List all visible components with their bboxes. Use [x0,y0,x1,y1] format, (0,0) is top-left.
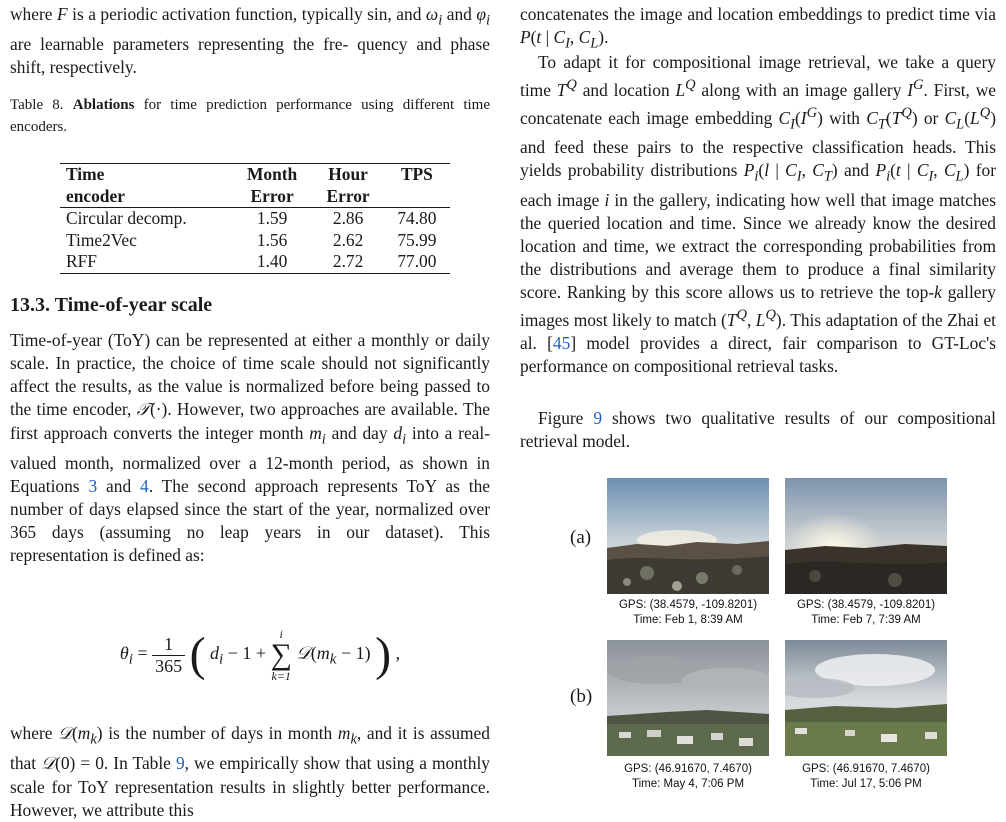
capture-time: Time: Feb 1, 8:39 AM [633,614,743,626]
table-ref-9[interactable]: 9 [175,752,185,773]
cell-tps: 75.99 [397,229,437,250]
figure-ref-paragraph: Figure 9 shows two qualitative results of our compositional retrieval model. [520,408,996,452]
cell-hour-error: 2.86 [332,208,364,228]
header-hour: Hour [328,164,368,184]
ablation-table [60,163,450,274]
photo-a1 [607,478,769,594]
retrieval-intro: concatenates the image and location embeddings to predict time via P(t | $C_I$, $C_L$). [520,4,996,52]
village-evening-image [607,640,769,756]
photo-b1 [607,640,769,756]
cell-hour-error: 2.62 [332,229,364,250]
toy-paragraph-2: where $𝒟(m_k)$ is the number of days in month $m_k$, and it is assumed that 𝒟(0) = 0. In Table 9, we empirically show that using a monthly scale for ToY representation results in slightly better performance. However, we attribute this [10,723,490,820]
photo-a1-caption [598,598,778,628]
citation-45[interactable]: 45 [552,333,571,354]
toy-equation: $\theta_i$ = $\frac{1}{365}$ ( $d_i - 1$ + i ∑ k=1 $𝒟(m_k - 1)$ ) , [119,627,401,683]
header-tps: TPS [400,164,433,184]
header-month-error: Error [232,186,313,208]
cell-month-error: 1.40 [256,251,288,271]
capture-time: Time: Feb 7, 7:39 AM [811,614,921,626]
desert-sunrise-image [607,478,769,594]
photo-b2 [785,640,947,756]
table-caption-bold: Ablations [72,97,135,113]
table-header-row-2 [60,186,450,208]
gps-coordinates: GPS: (38.4579, -109.8201) [796,599,936,611]
capture-time: Time: May 4, 7:06 PM [631,778,745,790]
table-header-row-1 [60,164,450,186]
table-row [60,230,450,252]
cell-month-error: 1.59 [256,208,288,228]
table-caption-prefix: Table 8. [10,97,64,113]
gps-coordinates: GPS: (46.91670, 7.4670) [624,763,752,775]
table-caption-text: for time prediction performance using different time encoders. [10,97,491,135]
photo-a2 [785,478,947,594]
row-label-a: (a) [570,527,592,548]
figure-ref-9[interactable]: 9 [593,408,603,428]
row-label-b: (b) [570,686,593,707]
cell-encoder: Circular decomp. [66,208,187,228]
equation-ref-3[interactable]: 3 [88,476,98,497]
cell-encoder: RFF [66,251,97,271]
toy-paragraph: Time-of-year (ToY) can be represented at either a monthly or daily scale. In practice, the choice of time scale should not significantly affect the results, as the value is normalized before being passed to the time encoder, 𝒯(·). However, two approaches are available. The first approach converts the integer month $m_i$ and day $d_i$ into a real-valued month, normalized over a 12-month period, as shown in Equations 3 and 4. The second approach represents ToY as the number of days elapsed since the start of the year, normalized over 365 days (assuming no leap years in our dataset). This representation is defined as: [10,330,491,566]
cell-tps: 77.00 [397,251,437,271]
table-caption [10,95,490,138]
desert-dawn-image [785,478,947,594]
photo-b2-caption [776,762,956,792]
header-month: Month [246,164,298,184]
table-row [60,251,450,273]
cell-month-error: 1.56 [256,229,288,250]
retrieval-paragraph: To adapt it for compositional image retrieval, we take a query time $T^Q$ and location $L^Q$ along with an image gallery $I^G$. First, we concatenate each image embedding $C_I(I^G)$ with $C_T(T^Q)$ or $C_L(L^Q)$ and feed these pairs to the respective classification heads. This yields probability distributions $P_i(l$ | $C_I$, $C_T$) and $P_i(t$ | $C_I$, $C_L$) for each image i in the gallery, indicating how well that image matches the queried location and time. Since we already know the desired location and time, we extract the corresponding probabilities from the distributions and average them to produce a final similarity score. Ranking by this score allows us to retrieve the top-k gallery images most likely to match ($T^Q$, $L^Q$). This adaptation of the Zhai et al. [45] model provides a direct, fair comparison to GT-Loc's performance on compositional retrieval tasks. [520,52,996,377]
intro-paragraph: where F is a periodic activation function, typically sin, and $\omega_i$ and $\varphi_i$ are learnable parameters representing the fre- quency and phase shift, respectively. [10,4,490,77]
gps-coordinates: GPS: (38.4579, -109.8201) [618,599,758,611]
cell-tps: 74.80 [397,208,437,228]
equation-ref-4[interactable]: 4 [140,476,149,497]
header-hour-error: Error [312,186,383,208]
table-row [60,208,450,230]
gps-coordinates: GPS: (46.91670, 7.4670) [802,763,930,775]
header-empty [384,186,450,208]
capture-time: Time: Jul 17, 5:06 PM [810,778,922,790]
header-time: Time [66,164,105,184]
cell-hour-error: 2.72 [332,251,364,271]
cell-encoder: Time2Vec [66,229,137,250]
section-title: 13.3. Time-of-year scale [10,294,213,316]
photo-a2-caption [776,598,956,628]
village-afternoon-image [785,640,947,756]
photo-b1-caption [598,762,778,792]
header-encoder: encoder [60,186,232,208]
